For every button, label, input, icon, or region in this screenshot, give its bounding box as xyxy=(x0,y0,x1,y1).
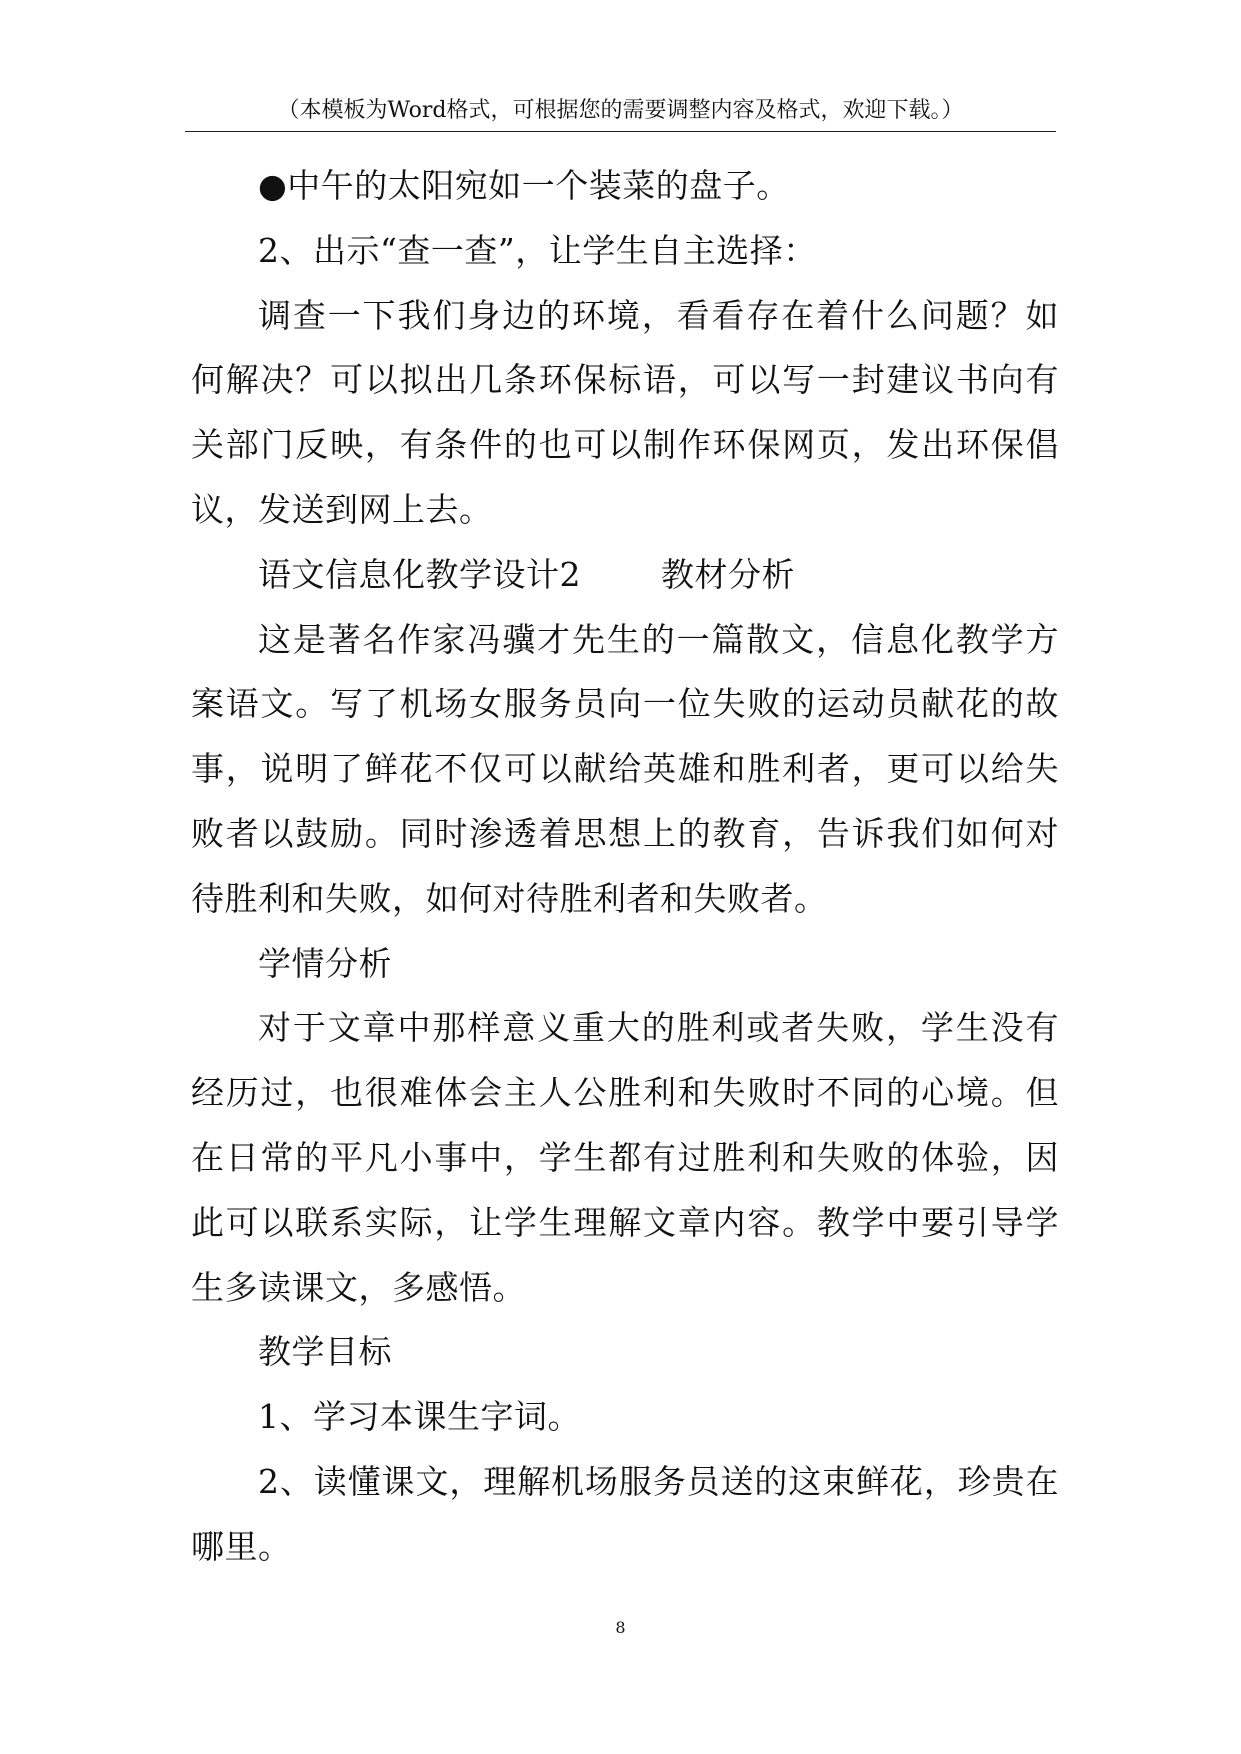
paragraph: 这是著名作家冯骥才先生的一篇散文，信息化教学方案语文。写了机场女服务员向一位失败的运动员献花的故事，说明了鲜花不仅可以献给英雄和胜利者，更可以给失败者以鼓励。同时渗透着思想上的教育，告诉我们如何对待胜利和失败，如何对待胜利者和失败者。 xyxy=(191,619,1059,918)
paragraph: ●中午的太阳宛如一个装菜的盘子。 xyxy=(258,166,790,205)
document-body xyxy=(191,154,1059,1580)
list-item: 1、学习本课生字词。 xyxy=(258,1397,581,1437)
header-divider xyxy=(185,131,1056,132)
section-heading xyxy=(191,543,1059,608)
paragraph: 2、出示“查一查”，让学生自主选择： xyxy=(258,230,817,270)
page-number: 8 xyxy=(615,1618,626,1637)
section-heading-subtitle: 教材分析 xyxy=(661,554,795,594)
subheading: 教学目标 xyxy=(258,1332,392,1372)
page-header: （本模板为Word格式，可根据您的需要调整内容及格式，欢迎下载。） xyxy=(277,98,964,123)
list-item: 2、读懂课文，理解机场服务员送的这束鲜花，珍贵在哪里。 xyxy=(191,1461,1059,1566)
section-heading-title: 语文信息化教学设计2 xyxy=(258,554,581,594)
paragraph: 调查一下我们身边的环境，看看存在着什么问题？如何解决？可以拟出几条环保标语，可以写一封建议书向有关部门反映，有条件的也可以制作环保网页，发出环保倡议，发送到网上去。 xyxy=(191,295,1059,529)
subheading: 学情分析 xyxy=(258,943,392,983)
paragraph: 对于文章中那样意义重大的胜利或者失败，学生没有经历过，也很难体会主人公胜利和失败时不同的心境。但在日常的平凡小事中，学生都有过胜利和失败的体验，因此可以联系实际，让学生理解文章内容。教学中要引导学生多读课文，多感悟。 xyxy=(191,1008,1059,1307)
